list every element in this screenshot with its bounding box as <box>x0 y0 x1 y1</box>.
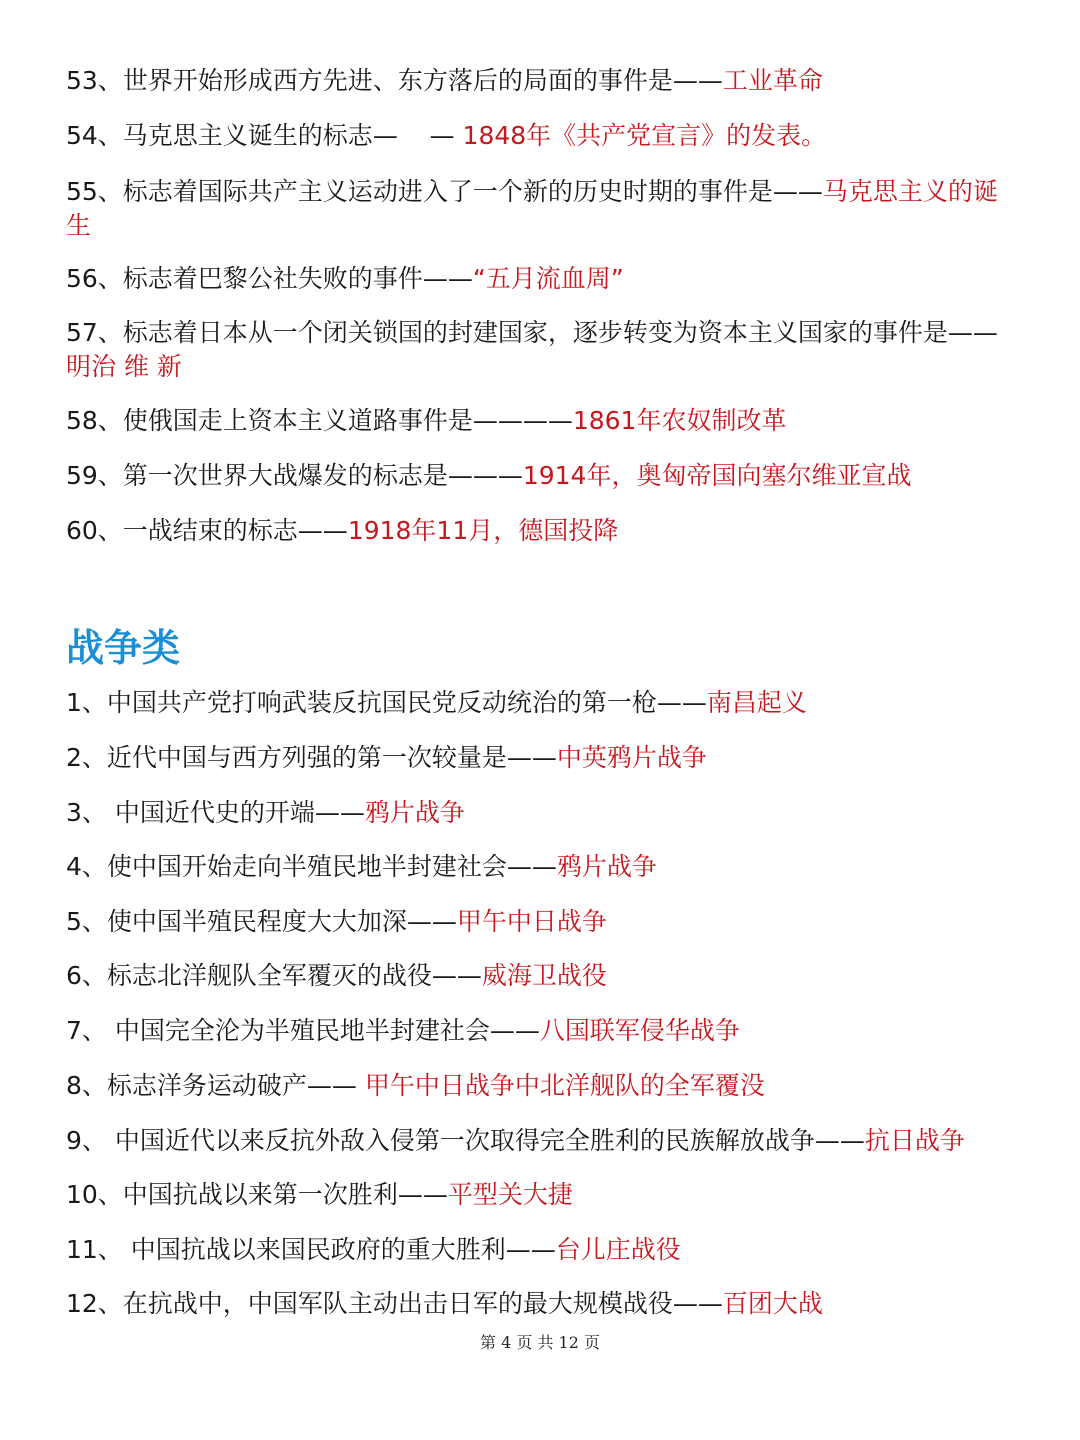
list-item: 8、标志洋务运动破产—— 甲午中日战争中北洋舰队的全军覆没 <box>66 1071 765 1100</box>
list-item: 12、在抗战中，中国军队主动出击日军的最大规模战役——百团大战 <box>66 1289 823 1318</box>
list-item: 2、近代中国与西方列强的第一次较量是——中英鸦片战争 <box>66 743 707 772</box>
list-item: 59、第一次世界大战爆发的标志是———1914年，奥匈帝国向塞尔维亚宣战 <box>66 461 912 490</box>
list-item: 1、中国共产党打响武装反抗国民党反动统治的第一枪——南昌起义 <box>66 688 807 717</box>
list-item: 9、 中国近代以来反抗外敌入侵第一次取得完全胜利的民族解放战争——抗日战争 <box>66 1126 965 1155</box>
page-footer: 第 4 页 共 12 页 <box>480 1333 600 1352</box>
list-item: 53、世界开始形成西方先进、东方落后的局面的事件是——工业革命 <box>66 66 823 95</box>
list-item: 3、 中国近代史的开端——鸦片战争 <box>66 798 465 827</box>
list-item: 11、 中国抗战以来国民政府的重大胜利——台儿庄战役 <box>66 1235 681 1264</box>
list-item: 55、标志着国际共产主义运动进入了一个新的历史时期的事件是——马克思主义的诞生 <box>66 177 998 240</box>
list-item: 54、马克思主义诞生的标志— — 1848年《共产党宣言》的发表。 <box>66 121 827 150</box>
list-item: 6、标志北洋舰队全军覆灭的战役——威海卫战役 <box>66 961 607 990</box>
list-item: 5、使中国半殖民程度大大加深——甲午中日战争 <box>66 907 607 936</box>
list-item: 10、中国抗战以来第一次胜利——平型关大捷 <box>66 1180 573 1209</box>
list-item: 7、 中国完全沦为半殖民地半封建社会——八国联军侵华战争 <box>66 1016 740 1045</box>
section-heading: 战争类 <box>66 626 181 670</box>
list-item: 60、一战结束的标志——1918年11月，德国投降 <box>66 516 619 545</box>
list-item: 57、标志着日本从一个闭关锁国的封建国家，逐步转变为资本主义国家的事件是——明治 维 新 <box>66 318 998 381</box>
list-item: 58、使俄国走上资本主义道路事件是————1861年农奴制改革 <box>66 406 787 435</box>
list-item: 56、标志着巴黎公社失败的事件——“五月流血周” <box>66 264 624 293</box>
list-item: 4、使中国开始走向半殖民地半封建社会——鸦片战争 <box>66 852 657 881</box>
